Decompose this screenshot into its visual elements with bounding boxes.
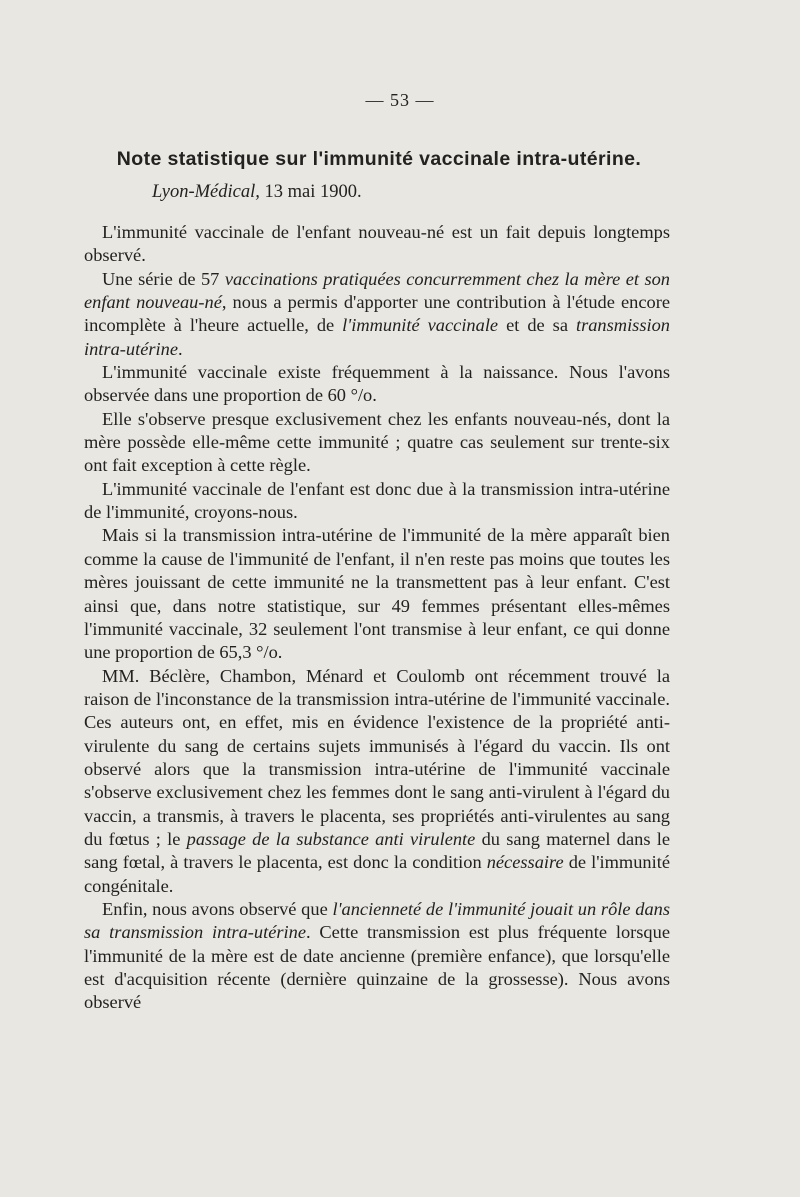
text-run: L'immunité vaccinale existe fréquemment à la naissance. Nous l'avons observée dans une proportion de 60 °/o. [84,362,670,406]
text-run: . [177,338,183,359]
text-run: Une série de 57 [102,268,225,289]
italic-text: l'ancienneté de l'immunité jouait un rôle dans sa transmission intra-utérine [84,898,671,943]
page-number: — 53 — [365,90,435,110]
article-body [84,221,670,1015]
text-run: du sang maternel dans le sang fœtal, à travers le placenta, est donc la condition [84,828,671,873]
italic-text: l'immunité vaccinale [342,315,499,336]
body-paragraph [84,524,670,664]
body-paragraph [84,665,670,898]
text-run: Enfin, nous avons observé que [102,898,333,919]
body-paragraph [84,408,670,478]
italic-text: passage de la substance anti virulente [186,828,476,849]
text-run: Elle s'observe presque exclusivement chez les enfants nouveau-nés, dont la mère possède elle-même cette immunité ; quatre cas seulement sur trente-six ont fait exception à cette règle. [84,408,670,476]
text-run: L'immunité vaccinale de l'enfant est donc due à la transmission intra-utérine de l'immunité, croyons-nous. [84,478,670,523]
body-paragraph [84,361,670,408]
article-title: Note statistique sur l'immunité vaccinale intra-utérine. [116,148,642,170]
text-run: . Cette transmission est plus fréquente lorsque l'immunité de la mère est de date ancienne (première enfance), que lorsqu'elle est d'acquisition récente (dernière quinzaine de la grossesse). Nous avons observé [84,922,670,1013]
body-paragraph [84,221,670,268]
text-run: et de sa [498,315,576,336]
text-run: , nous a permis d'apporter une contribution à l'étude encore incomplète à l'heure actuelle, de [84,292,670,336]
italic-text: nécessaire [486,852,564,873]
italic-text: transmission intra-utérine [84,315,670,359]
text-run: MM. Béclère, Chambon, Ménard et Coulomb ont récemment trouvé la raison de l'inconstance de la transmission intra-utérine de l'immunité vaccinale. Ces auteurs ont, en effet, mis en évidence l'existence de la propriété anti-virulente du sang de certains sujets immunisés à l'égard du vaccin. Ils ont observé alors que la transmission intra-utérine de l'immunité vaccinale s'observe exclusivement chez les femmes dont le sang anti-virulent à l'égard du vaccin, a transmis, à travers le placenta, ses propriétés anti-virulentes au sang du fœtus ; le [84,665,670,849]
italic-text: vaccinations pratiquées concurremment chez la mère et son enfant nouveau-né [84,268,670,313]
text-run: Mais si la transmission intra-utérine de l'immunité de la mère apparaît bien comme la cause de l'immunité de l'enfant, il n'en reste pas moins que toutes les mères jouissant de cette immunité ne la transmettent pas à leur enfant. C'est ainsi que, dans notre statistique, sur 49 femmes présentant elles-mêmes l'immunité vaccinale, 32 seulement l'ont transmise à leur enfant, ce qui donne une proportion de 65,3 °/o. [84,525,670,663]
body-paragraph [84,898,670,1015]
source-citation [152,182,362,203]
body-paragraph [84,478,670,525]
body-paragraph [84,268,670,361]
source-journal: Lyon-Médical, [152,182,260,202]
text-run: de l'immunité congénitale. [84,852,670,896]
text-run: L'immunité vaccinale de l'enfant nouveau-né est un fait depuis longtemps observé. [84,222,670,266]
source-date: 13 mai 1900. [259,182,362,202]
